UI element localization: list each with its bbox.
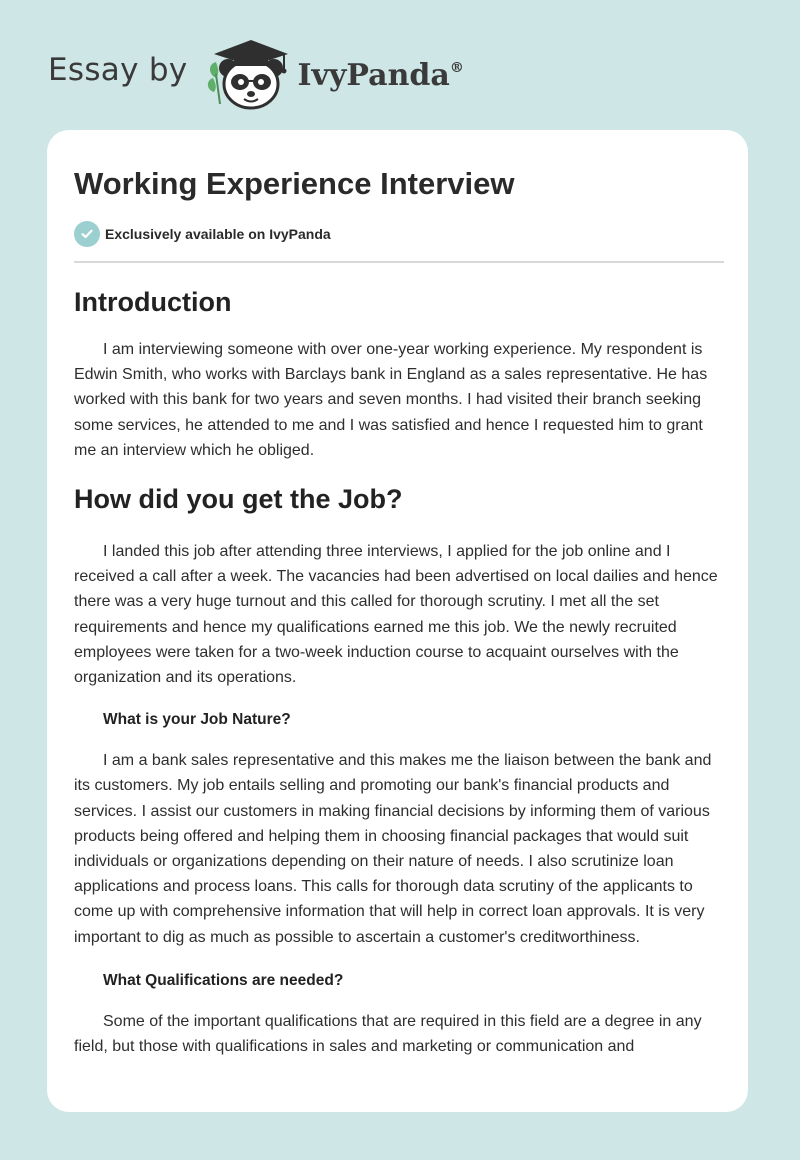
- paragraph-how-got-job: I landed this job after attending three interviews, I applied for the job online and I received a call after a week. The vacancies had been advertised on local dailies and hence there was a very huge turnout and this called for thorough scrutiny. I met all the set requirements and hence my qualifications earned me this job. We the newly recruited employees were taken for a two-week induction course to acquaint ourselves with the organization and its operations.: [74, 543, 718, 687]
- site-header: [48, 34, 468, 114]
- exclusive-badge-label: Exclusively available on IvyPanda: [105, 226, 331, 242]
- subheading-job-nature: What is your Job Nature?: [103, 711, 291, 729]
- exclusive-badge: [74, 221, 331, 247]
- brand-prefix: Essay by: [48, 52, 188, 88]
- paragraph-introduction: I am interviewing someone with over one-year working experience. My respondent is Edwin Smith, who works with Barclays bank in England as a sales representative. He has worked with this bank for two years and seven months. I had visited their branch seeking some services, he attended to me and I was satisfied and hence I requested him to grant me an interview which he obliged.: [74, 341, 708, 459]
- registered-mark: ®: [449, 59, 464, 76]
- paragraph-job-nature: I am a bank sales representative and this makes me the liaison between the bank and its customers. My job entails selling and promoting our bank's financial products and services. I assist our customers in making financial decisions by informing them of various products being offered and helping them in choosing financial packages that would suit individuals or organizations depending on their nature of needs. I also scrutinize loan applications and process loans. This calls for thorough data scrutiny of the applicants to come up with comprehensive information that will help in correct loan approvals. It is very important to dig as much as possible to ascertain a customer's creditworthiness.: [74, 752, 712, 946]
- page-title: Working Experience Interview: [74, 166, 515, 201]
- subheading-qualifications: What Qualifications are needed?: [103, 971, 344, 989]
- paragraph-qualifications: Some of the important qualifications that are required in this field are a degree in any field, but those with qualifications in sales and marketing or communication and: [74, 1012, 702, 1056]
- panda-logo-icon[interactable]: [204, 34, 294, 114]
- section-heading-how-got-job: How did you get the Job?: [74, 484, 403, 515]
- check-circle-icon: [74, 221, 100, 247]
- essay-card: [47, 130, 748, 1112]
- essay-body: [74, 280, 724, 1059]
- brand-name-text: IvyPanda: [297, 57, 450, 93]
- section-heading-introduction: Introduction: [74, 287, 232, 317]
- divider: [74, 261, 724, 263]
- brand-name[interactable]: [298, 58, 464, 93]
